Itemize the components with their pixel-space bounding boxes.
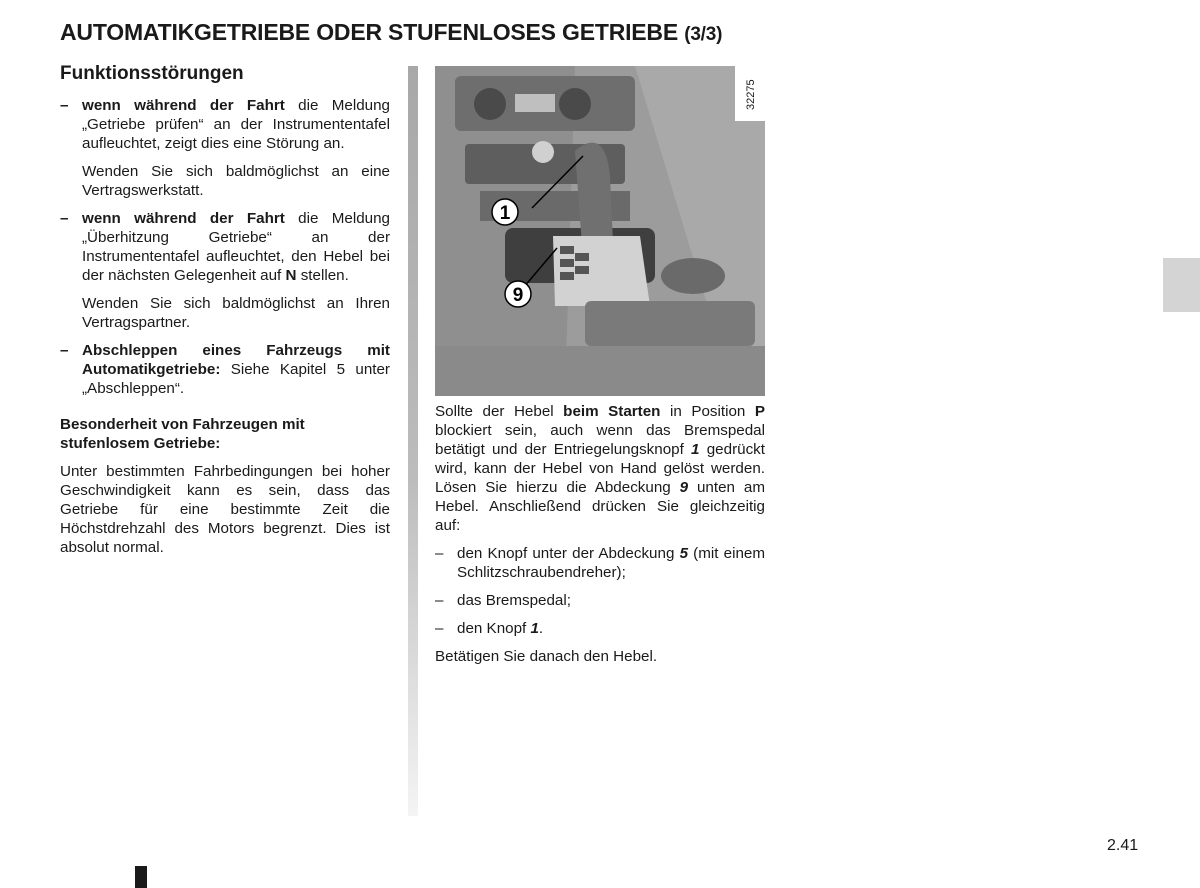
item-text: stellen. (296, 267, 349, 284)
paragraph: Unter bestimmten Fahrbedingungen bei hoher Geschwindigkeit kann es sein, dass das Getriebe für eine bestimmte Zeit die Höchstdrehzahl des Motors begrenzt. Dies ist absolut normal. (60, 463, 390, 556)
item-text: die Meldung „Getriebe prüfen“ an der Instrumententafel aufleuchtet, zeigt dies eine Störung an. (82, 97, 390, 152)
text-run: den Knopf unter der Abdeckung (457, 545, 680, 562)
column-divider (408, 66, 418, 816)
text-run: unten am Hebel. Anschließend drücken Sie gleichzeitig auf: (435, 479, 765, 534)
left-column (60, 62, 390, 566)
text-run: . (538, 620, 544, 637)
text-bold-italic: 5 (679, 545, 689, 562)
section-heading: Funktionsstörungen (60, 63, 244, 84)
right-column (435, 402, 765, 675)
item-follow-text: Wenden Sie sich baldmöglichst an eine Vertragswerkstatt. (82, 163, 390, 199)
paragraph (435, 402, 765, 535)
list-dash: – (435, 592, 444, 609)
page-title-main: AUTOMATIKGETRIEBE ODER STUFENLOSES GETRIEBE (60, 19, 678, 45)
gear-lever-photo (435, 66, 765, 396)
text-run: gedrückt wird, kann der Hebel von Hand gelöst werden. Lösen Sie hierzu die Abdeckung (435, 441, 765, 496)
text-run: in Position (660, 403, 755, 420)
text-run: das Bremspedal; (457, 592, 571, 609)
page-number: 2.41 (1107, 837, 1139, 854)
list-item (60, 341, 390, 398)
list-item (60, 209, 390, 285)
callout-9: 9 (512, 285, 524, 306)
list-item (60, 96, 390, 153)
list-dash: – (435, 620, 444, 637)
list-item (435, 619, 765, 638)
list-item (435, 544, 765, 582)
list-dash: – (60, 210, 69, 227)
photo-code: 32275 (745, 79, 757, 110)
item-bold: wenn während der Fahrt (82, 97, 285, 114)
text-run: (mit einem Schlitzschraubendreher); (457, 545, 766, 581)
text-bold: beim Starten (563, 403, 661, 420)
closing-paragraph: Betätigen Sie danach den Hebel. (435, 648, 658, 665)
text-bold: P (754, 403, 765, 420)
list-dash: – (60, 97, 69, 114)
item-bold: wenn während der Fahrt (82, 210, 285, 227)
list-dash: – (435, 545, 444, 562)
print-mark (135, 866, 147, 888)
text-bold-italic: 1 (691, 441, 700, 458)
text-run: den Knopf (457, 620, 531, 637)
item-follow-text: Wenden Sie sich baldmöglichst an Ihren Vertragspartner. (82, 295, 390, 331)
list-item (435, 591, 765, 610)
callout-1: 1 (499, 203, 511, 224)
item-bold: Abschleppen eines Fahrzeugs mit Automatikgetriebe: (82, 342, 390, 378)
list-dash: – (60, 342, 69, 359)
item-text: Siehe Kapitel 5 unter „Abschleppen“. (82, 361, 390, 397)
text-bold-italic: 1 (530, 620, 539, 637)
item-bold: N (285, 267, 297, 284)
text-bold-italic: 9 (679, 479, 689, 496)
text-run: blockiert sein, auch wenn das Bremspedal betätigt und der Entriegelungsknopf (435, 422, 765, 458)
subheading: Besonderheit von Fahrzeugen mit stufenlosem Getriebe: (60, 416, 305, 452)
gear-lever-illustration (435, 66, 765, 396)
item-text: die Meldung „Überhitzung Getriebe“ an der Instrumententafel aufleuchtet, den Hebel bei der nächsten Gelegenheit auf (82, 210, 390, 284)
text-run: Sollte der Hebel (435, 403, 564, 420)
chapter-tab (1163, 258, 1200, 312)
page-title (60, 19, 722, 46)
page-title-suffix: (3/3) (684, 24, 723, 45)
